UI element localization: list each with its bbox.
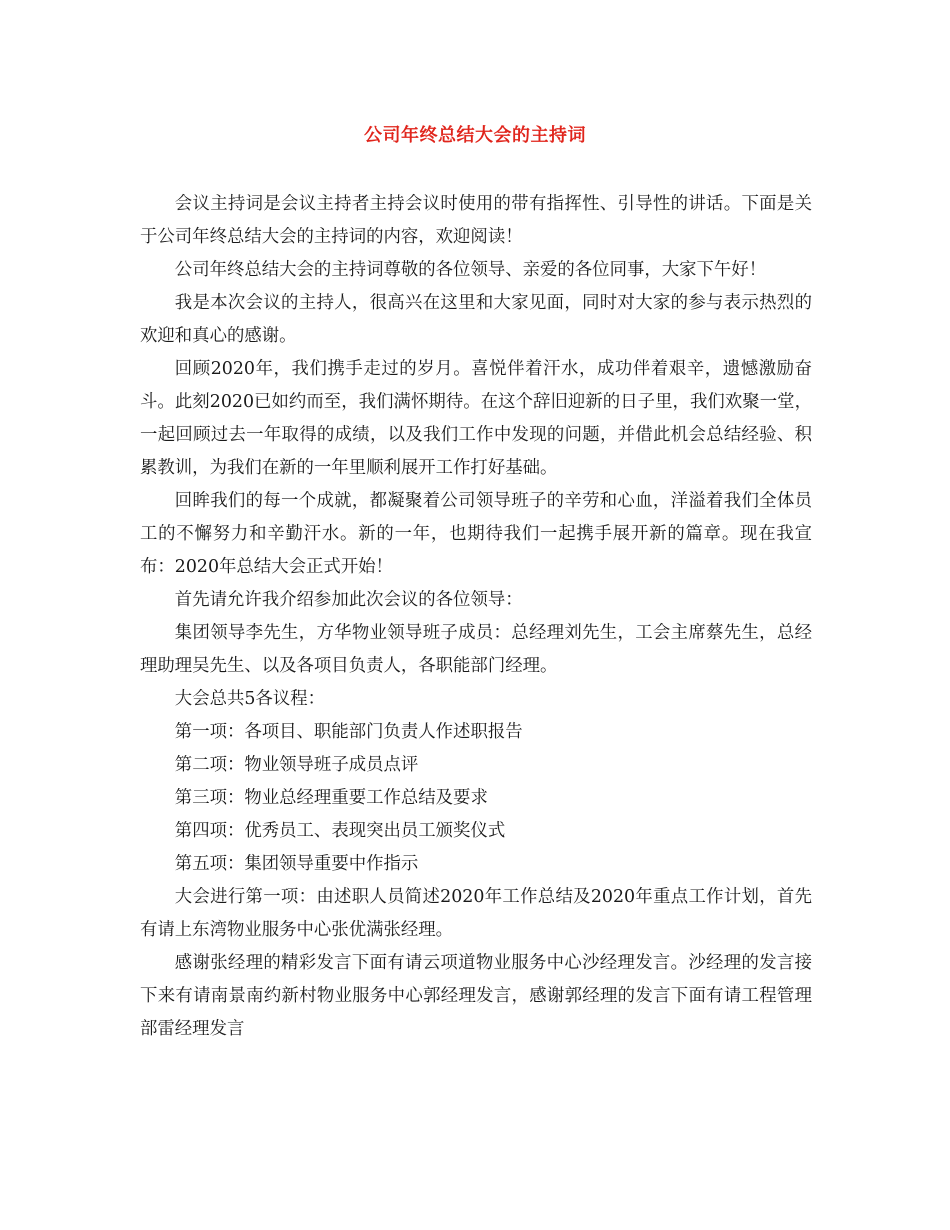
paragraph-leaders-list: 集团领导李先生，方华物业领导班子成员：总经理刘先生，工会主席蔡先生，总经理助理吴先生、以及各项目负责人，各职能部门经理。 <box>140 623 812 676</box>
agenda-item-1: 第一项：各项目、职能部门负责人作述职报告 <box>174 722 523 742</box>
paragraph-intro: 会议主持词是会议主持者主持会议时使用的带有指挥性、引导性的讲话。下面是关于公司年终总结大会的主持词的内容，欢迎阅读！ <box>140 194 812 247</box>
paragraph-host-intro: 我是本次会议的主持人，很高兴在这里和大家见面，同时对大家的参与表示热烈的欢迎和真心的感谢。 <box>140 293 812 346</box>
paragraph-agenda-count: 大会总共5各议程： <box>174 689 325 709</box>
document-body <box>140 188 812 1046</box>
paragraph-greeting: 公司年终总结大会的主持词尊敬的各位领导、亲爱的各位同事，大家下午好！ <box>174 260 767 280</box>
paragraph-review: 回顾2020年，我们携手走过的岁月。喜悦伴着汗水，成功伴着艰辛，遗憾激励奋斗。此刻2020已如约而至，我们满怀期待。在这个辞旧迎新的日子里，我们欢聚一堂，一起回顾过去一年取得的成绩，以及我们工作中发现的问题，并借此机会总结经验、积累教训，为我们在新的一年里顺利展开工作打好基础。 <box>140 359 812 478</box>
paragraph-first-item: 大会进行第一项：由述职人员简述2020年工作总结及2020年重点工作计划，首先有请上东湾物业服务中心张优满张经理。 <box>140 887 812 940</box>
agenda-item-4: 第四项：优秀员工、表现突出员工颁奖仪式 <box>174 821 506 841</box>
agenda-item-3: 第三项：物业总经理重要工作总结及要求 <box>174 788 488 808</box>
agenda-item-5: 第五项：集团领导重要中作指示 <box>174 854 419 874</box>
paragraph-achievements: 回眸我们的每一个成就，都凝聚着公司领导班子的辛劳和心血，洋溢着我们全体员工的不懈努力和辛勤汗水。新的一年，也期待我们一起携手展开新的篇章。现在我宣布：2020年总结大会正式开始！ <box>140 491 812 577</box>
paragraph-leaders-intro: 首先请允许我介绍参加此次会议的各位领导： <box>174 590 523 610</box>
agenda-item-2: 第二项：物业领导班子成员点评 <box>174 755 419 775</box>
paragraph-speakers: 感谢张经理的精彩发言下面有请云项道物业服务中心沙经理发言。沙经理的发言接下来有请南景南约新村物业服务中心郭经理发言，感谢郭经理的发言下面有请工程管理部雷经理发言 <box>140 953 812 1039</box>
document-title: 公司年终总结大会的主持词 <box>364 125 586 146</box>
